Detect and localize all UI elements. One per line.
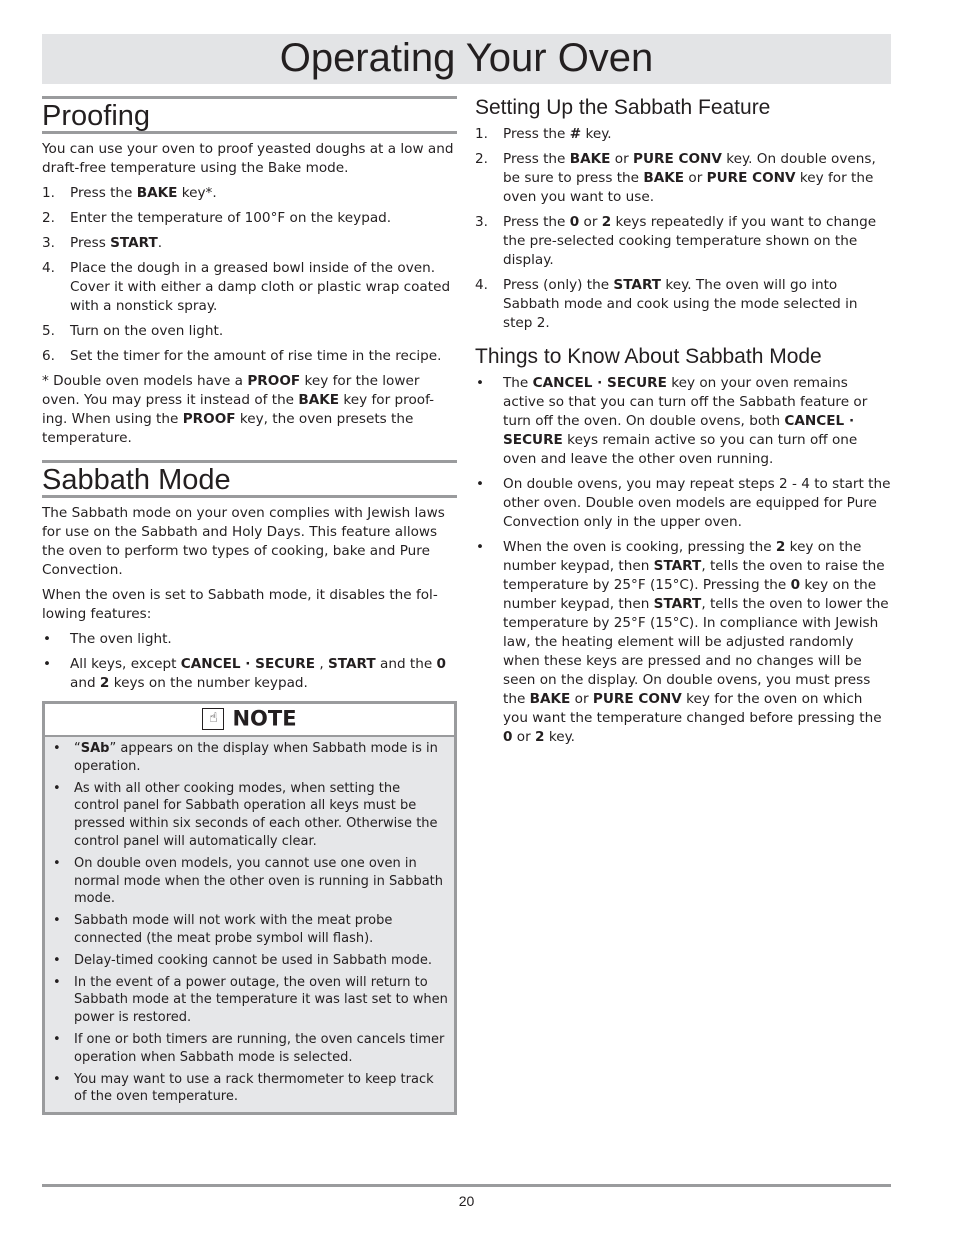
note-item: • In the event of a power outage, the oven will return to Sabbath mode at the temperature it was last set to when power is restored. bbox=[53, 974, 448, 1026]
page-title: Operating Your Oven bbox=[279, 36, 654, 80]
note-item: • As with all other cooking modes, when setting the control panel for Sabbath operation all keys must be pressed within six seconds of each other. Otherwise the control panel will automatically clear. bbox=[53, 780, 438, 849]
list-item: • On double ovens, you may repeat steps 2 - 4 to start the other oven. Double oven models are equipped for Pure Convection only in the upper oven. bbox=[476, 476, 891, 530]
page-number: 20 bbox=[458, 1193, 475, 1209]
footer-rule bbox=[42, 1184, 891, 1187]
sabbath-intro: The Sabbath mode on your oven complies with Jewish laws for use on the Sabbath and Holy Days. This feature allows the oven to perform two types of cooking, bake and Pure Convection. bbox=[42, 505, 445, 578]
proofing-steps bbox=[42, 184, 457, 366]
proofing-heading: Proofing bbox=[42, 100, 151, 132]
things-heading: Things to Know About Sabbath Mode bbox=[475, 345, 822, 368]
setup-steps bbox=[475, 125, 891, 333]
list-item: • When the oven is cooking, pressing the 2 key on the number keypad, then START, tells the oven to raise the temperature by 25°F (15°C). Pressing the 0 key on the number keypad, then START, tells the oven to lower the temperature by 25°F (15°C). In compliance with Jewish law, the heating element will be adjusted randomly when these keys are pressed and no changes will be seen on the display. On double ovens, you must press the BAKE or PURE CONV key for the oven on which you want the temperature changed before pressing the 0 or 2 key. bbox=[476, 539, 889, 745]
note-label: NOTE bbox=[232, 706, 297, 731]
left-column bbox=[42, 96, 457, 1115]
proofing-step: 4. Place the dough in a greased bowl inside of the oven. Cover it with either a damp cloth or plastic wrap coated with a nonstick spray. bbox=[42, 260, 451, 314]
proofing-footnote: * Double oven models have a PROOF key for the lower oven. You may press it instead of the BAKE key for proof-ing. When using the PROOF key, the oven presets the temperature. bbox=[42, 373, 435, 446]
list-item: • All keys, except CANCEL · SECURE , START and the 0 and 2 keys on the number keypad. bbox=[43, 656, 446, 691]
note-header bbox=[45, 704, 454, 737]
sabbath-disabled-list bbox=[42, 630, 457, 693]
proofing-step: 1. Press the BAKE key*. bbox=[42, 185, 217, 201]
sabbath-header bbox=[42, 460, 457, 498]
right-column bbox=[475, 96, 891, 753]
proofing-step: 6. Set the timer for the amount of rise time in the recipe. bbox=[42, 348, 442, 364]
list-item: • The oven light. bbox=[43, 631, 172, 647]
proofing-step: 5. Turn on the oven light. bbox=[42, 323, 224, 339]
note-item: • If one or both timers are running, the oven cancels timer operation when Sabbath mode is selected. bbox=[53, 1031, 445, 1065]
setup-step: 2. Press the BAKE or PURE CONV key. On double ovens, be sure to press the BAKE or PURE CONV key for the oven you want to use. bbox=[475, 151, 876, 205]
sabbath-disables-intro: When the oven is set to Sabbath mode, it disables the fol-lowing features: bbox=[42, 587, 438, 622]
note-item: • Delay-timed cooking cannot be used in Sabbath mode. bbox=[53, 952, 433, 968]
proofing-header bbox=[42, 96, 457, 134]
note-item: • On double oven models, you cannot use one oven in normal mode when the other oven is running in Sabbath mode. bbox=[53, 855, 443, 907]
note-item: • “SAb” appears on the display when Sabbath mode is in operation. bbox=[53, 741, 438, 774]
setup-heading: Setting Up the Sabbath Feature bbox=[475, 96, 771, 119]
setup-step: 3. Press the 0 or 2 keys repeatedly if you want to change the pre-selected cooking temperature shown on the display. bbox=[475, 214, 877, 268]
hand-pointing-icon: ☝ bbox=[202, 708, 224, 730]
note-box bbox=[42, 701, 457, 1115]
setup-step: 1. Press the # key. bbox=[475, 126, 612, 142]
note-list bbox=[45, 737, 454, 1112]
proofing-step: 2. Enter the temperature of 100°F on the keypad. bbox=[42, 210, 392, 226]
list-item: • The CANCEL · SECURE key on your oven remains active so that you can turn off the Sabbath feature or turn off the oven. On double ovens, both CANCEL · SECURE keys remain active so you can turn off one oven and leave the other oven running. bbox=[476, 375, 868, 467]
setup-step: 4. Press (only) the START key. The oven will go into Sabbath mode and cook using the mode selected in step 2. bbox=[475, 277, 858, 331]
note-item: • You may want to use a rack thermometer to keep track of the oven temperature. bbox=[53, 1071, 434, 1105]
proofing-intro: You can use your oven to proof yeasted doughs at a low and draft-free temperature using the Bake mode. bbox=[42, 141, 454, 176]
proofing-step: 3. Press START. bbox=[42, 235, 163, 251]
title-bar bbox=[42, 34, 891, 84]
things-list bbox=[475, 374, 891, 747]
sabbath-heading: Sabbath Mode bbox=[42, 464, 231, 496]
note-item: • Sabbath mode will not work with the meat probe connected (the meat probe symbol will flash). bbox=[53, 913, 393, 946]
